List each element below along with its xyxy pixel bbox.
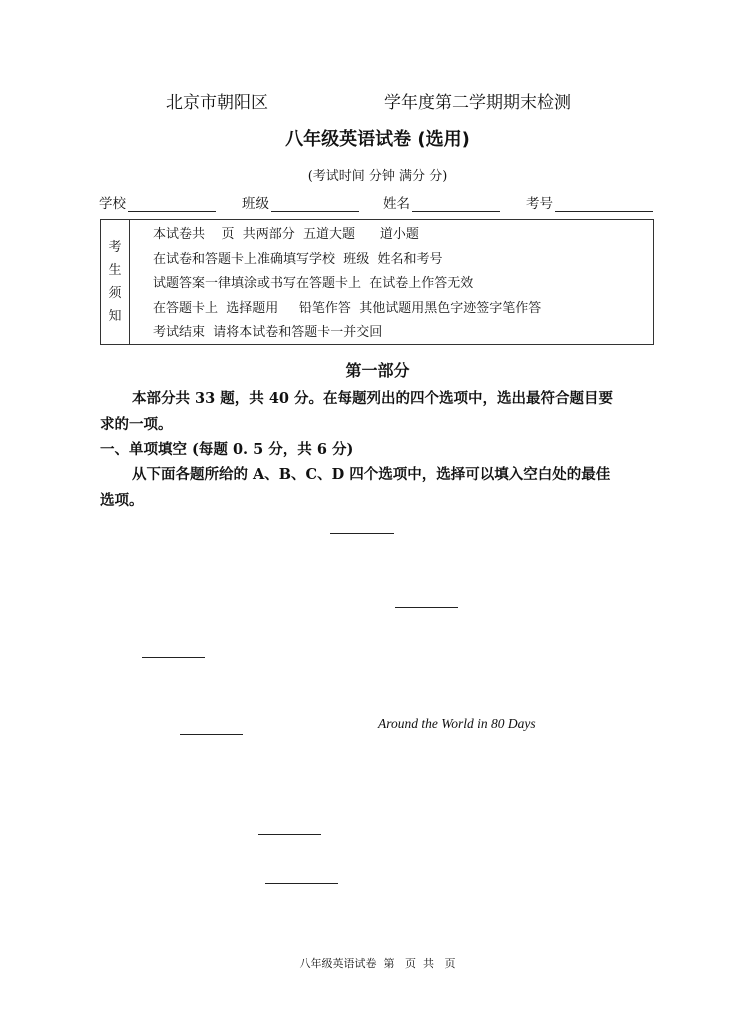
part-intro-cont: 求的一项。 xyxy=(100,416,173,433)
field-class[interactable] xyxy=(242,192,359,212)
answer-blank xyxy=(180,734,243,735)
notice-item: 本试卷共 页 共两部分 五道大题 道小题 xyxy=(153,227,419,242)
field-exam-number[interactable] xyxy=(526,192,653,212)
term: 学年度第二学期期末检测 xyxy=(384,93,571,113)
section-instructions-cont: 选项。 xyxy=(100,492,144,509)
field-school[interactable] xyxy=(99,192,216,212)
notice-item: 在试卷和答题卡上准确填写学校 班级 姓名和考号 xyxy=(153,251,443,267)
section-instructions: 从下面各题所给的 A、B、C、D 四个选项中，选择可以填入空白处的最佳 xyxy=(132,466,611,483)
field-label: 考号 xyxy=(526,196,553,212)
answer-blank xyxy=(258,834,321,835)
time-info: (考试时间 分钟 满分 分) xyxy=(307,169,448,184)
field-name[interactable] xyxy=(383,192,500,212)
field-label: 班级 xyxy=(242,196,269,212)
notice-label-char: 考 xyxy=(108,240,122,255)
exam-title: 八年级英语试卷 (选用) xyxy=(285,129,470,150)
answer-blank xyxy=(142,657,205,658)
answer-blank xyxy=(330,533,394,534)
notice-label xyxy=(101,220,130,344)
field-label: 学校 xyxy=(99,196,126,212)
exam-notice-box xyxy=(100,219,654,345)
section-heading: 一、单项填空 (每题 0. 5 分，共 6 分) xyxy=(100,441,354,458)
notice-label-char: 生 xyxy=(108,263,122,278)
district: 北京市朝阳区 xyxy=(166,93,268,113)
notice-label-char: 知 xyxy=(108,309,122,324)
page-footer: 八年级英语试卷 第 页 共 页 xyxy=(299,957,456,970)
part-intro: 本部分共 33 题，共 40 分。在每题列出的四个选项中，选出最符合题目要 xyxy=(132,390,614,407)
notice-label-char: 须 xyxy=(108,286,122,301)
answer-blank xyxy=(395,607,458,608)
book-title: Around the World in 80 Days xyxy=(378,716,536,731)
notice-item: 试题答案一律填涂或书写在答题卡上 在试卷上作答无效 xyxy=(153,276,474,291)
notice-item: 在答题卡上 选择题用 铅笔作答 其他试题用黑色字迹签字笔作答 xyxy=(153,300,542,316)
notice-item: 考试结束 请将本试卷和答题卡一并交回 xyxy=(153,325,383,340)
answer-blank xyxy=(265,883,338,884)
part-title: 第一部分 xyxy=(345,361,410,380)
field-label: 姓名 xyxy=(383,196,410,212)
